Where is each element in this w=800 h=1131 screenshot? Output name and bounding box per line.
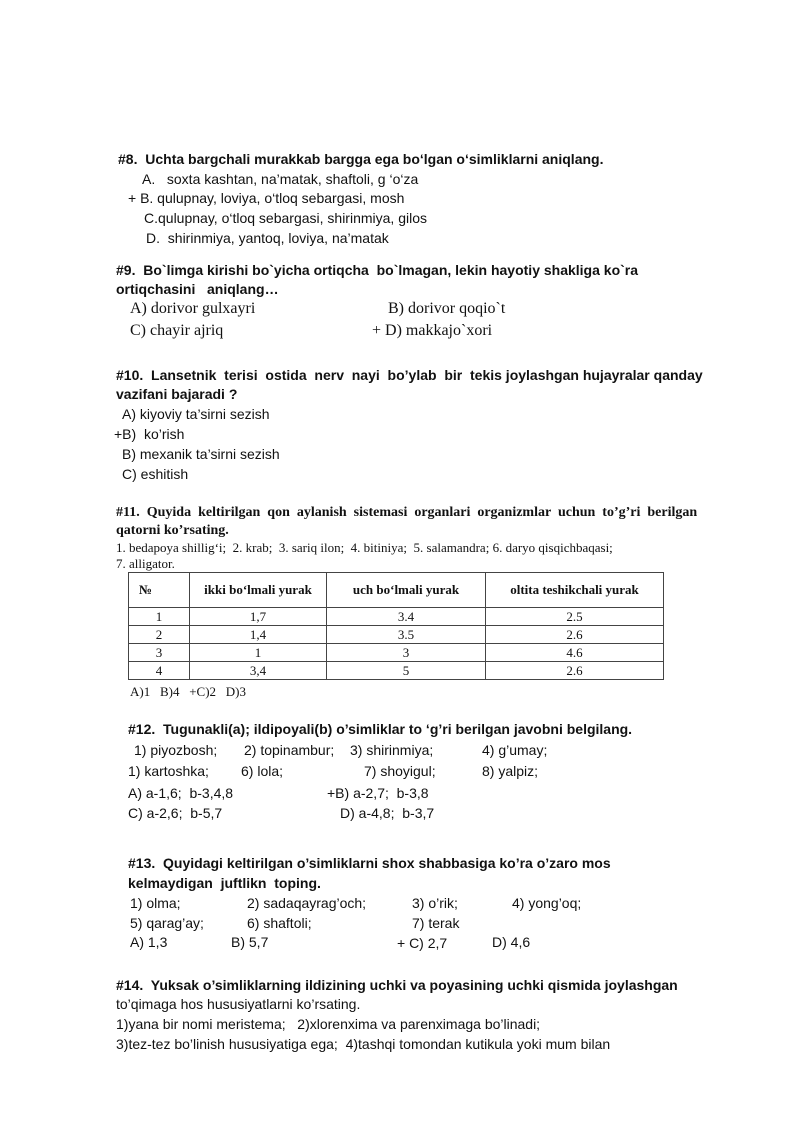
- question-13-item: 6) shaftoli;: [247, 915, 312, 931]
- table-cell: 1: [190, 644, 327, 662]
- table-cell: 2.5: [486, 608, 664, 626]
- question-13-title-line-1: #13. Quyidagi keltirilgan o’simliklarni shox shabbasiga ko’ra o’zaro mos: [128, 855, 611, 871]
- question-14-line-4: 3)tez-tez bo’linish hususiyatiga ega; 4)tashqi tomondan kutikula yoki mum bilan: [116, 1036, 611, 1052]
- question-12-option-c: C) a-2,6; b-5,7: [128, 805, 223, 821]
- question-13-item: 5) qarag’ay;: [130, 915, 204, 931]
- question-13-option-d: D) 4,6: [492, 934, 531, 950]
- question-13-option-b: B) 5,7: [231, 934, 269, 950]
- table-header-number: №: [129, 573, 190, 608]
- question-13-item: 1) olma;: [130, 895, 181, 911]
- question-12-item: 8) yalpiz;: [482, 763, 539, 779]
- question-12-item: 6) lola;: [241, 763, 284, 779]
- question-12-item: 4) g’umay;: [482, 742, 548, 758]
- table-cell: 2.6: [486, 662, 664, 680]
- question-12-item: 2) topinambur;: [244, 742, 335, 758]
- table-cell: 1: [129, 608, 190, 626]
- table-cell: 3: [129, 644, 190, 662]
- table-header-six-holes: oltita teshikchali yurak: [486, 573, 664, 608]
- question-12-title: #12. Tugunakli(a); ildipoyali(b) o’simliklar to ‘g’ri berilgan javobni belgilang.: [128, 721, 633, 737]
- question-12-item: 3) shirinmiya;: [350, 742, 434, 758]
- table-cell: 3: [327, 644, 486, 662]
- question-8-option-b: + B. qulupnay, loviya, o‘tloq sebargasi, mosh: [128, 190, 405, 206]
- table-cell: 4.6: [486, 644, 664, 662]
- question-13-item: 4) yong’oq;: [512, 895, 582, 911]
- question-8-option-d: D. shirinmiya, yantoq, loviya, na’matak: [146, 230, 389, 246]
- question-9-option-c: C) chayir ajriq: [130, 322, 224, 339]
- question-13-title-line-2: kelmaydigan juftlikn toping.: [128, 875, 321, 891]
- table-cell: 4: [129, 662, 190, 680]
- table-cell: 2.6: [486, 626, 664, 644]
- question-12-item: 1) piyozbosh;: [134, 742, 218, 758]
- table-cell: 1,7: [190, 608, 327, 626]
- question-9-option-a: A) dorivor gulxayri: [130, 300, 256, 317]
- question-10-option-b: B) mexanik ta’sirni sezish: [122, 446, 280, 462]
- question-14-line-3: 1)yana bir nomi meristema; 2)xlorenxima va parenximaga bo’linadi;: [116, 1016, 541, 1032]
- question-13-option-a: A) 1,3: [130, 934, 168, 950]
- question-12-option-b: +B) a-2,7; b-3,8: [327, 785, 429, 801]
- table-row: [129, 626, 664, 644]
- question-14-line-2: to’qimaga hos hususiyatlarni ko’rsating.: [116, 996, 361, 1012]
- question-9-option-b: B) dorivor qoqio`t: [388, 300, 506, 317]
- question-8-title: #8. Uchta bargchali murakkab bargga ega bo‘lgan o‘simliklarni aniqlang.: [118, 151, 604, 167]
- question-11-title-line-1: #11. Quyida keltirilgan qon aylanish sistemasi organlari organizmlar uchun to’g’ri berilgan: [116, 505, 698, 520]
- question-13-item: 2) sadaqayrag’och;: [247, 895, 367, 911]
- question-11-title-line-2: qatorni ko’rsating.: [116, 523, 229, 538]
- question-14-title: #14. Yuksak o’simliklarning ildizining uchki va poyasining uchki qismida joylashgan: [116, 977, 678, 993]
- question-8-option-c: C.qulupnay, o‘tloq sebargasi, shirinmiya, gilos: [144, 210, 427, 226]
- question-12-item: 7) shoyigul;: [364, 763, 436, 779]
- question-12-option-a: A) a-1,6; b-3,4,8: [128, 785, 234, 801]
- question-10-option-c: C) eshitish: [122, 466, 189, 482]
- question-8-option-a: A. soxta kashtan, na’matak, shaftoli, g ‘o‘za: [142, 171, 419, 187]
- table-cell: 1,4: [190, 626, 327, 644]
- question-12-option-d: D) a-4,8; b-3,7: [340, 805, 435, 821]
- question-10-title-line-2: vazifani bajaradi ?: [116, 386, 238, 402]
- question-11-list-line-2: 7. alligator.: [116, 556, 175, 571]
- table-cell: 3,4: [190, 662, 327, 680]
- question-12-item: 1) kartoshka;: [128, 763, 209, 779]
- table-cell: 5: [327, 662, 486, 680]
- question-13-option-c: + C) 2,7: [397, 935, 448, 951]
- table-header-two-chamber: ikki bo‘lmali yurak: [190, 573, 327, 608]
- question-10-title-line-1: #10. Lansetnik terisi ostida nerv nayi bo’ylab bir tekis joylashgan hujayralar qanday: [116, 367, 703, 383]
- table-header-row: [129, 573, 664, 608]
- question-13-item: 7) terak: [412, 915, 460, 931]
- heart-table: [128, 572, 664, 680]
- question-10-option-b-correct: +B) ko’rish: [114, 426, 185, 442]
- table-cell: 3.5: [327, 626, 486, 644]
- question-9-option-d: + D) makkajo`xori: [372, 322, 493, 339]
- question-10-option-a: A) kiyoviy ta’sirni sezish: [122, 406, 270, 422]
- question-13-item: 3) o’rik;: [412, 895, 458, 911]
- question-9-title-line-2: ortiqchasini aniqlang…: [116, 281, 279, 297]
- table-row: [129, 608, 664, 626]
- table-row: [129, 662, 664, 680]
- question-9-title-line-1: #9. Bo`limga kirishi bo`yicha ortiqcha bo`lmagan, lekin hayotiy shakliga ko`ra: [116, 262, 639, 278]
- table-header-three-chamber: uch bo‘lmali yurak: [327, 573, 486, 608]
- question-11-list-line-1: 1. bedapoya shillig‘i; 2. krab; 3. sariq ilon; 4. bitiniya; 5. salamandra; 6. daryo qisqichbaqasi;: [116, 540, 613, 555]
- table-cell: 2: [129, 626, 190, 644]
- table-row: [129, 644, 664, 662]
- question-11-answers: A)1 B)4 +C)2 D)3: [130, 684, 247, 699]
- table-cell: 3.4: [327, 608, 486, 626]
